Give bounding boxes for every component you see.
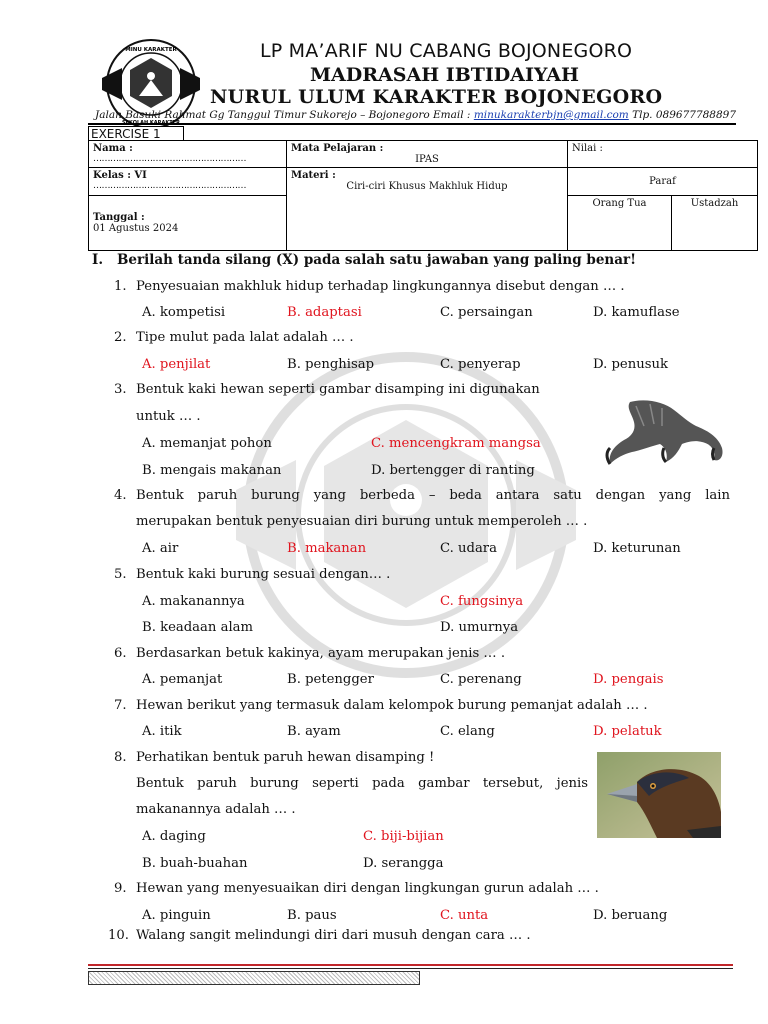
svg-text:MINU KARAKTER: MINU KARAKTER xyxy=(125,47,177,53)
q4-option-d[interactable]: D. keturunan xyxy=(593,541,681,556)
q6-option-a[interactable]: A. pemanjat xyxy=(142,672,223,687)
question-5-number: 5. xyxy=(114,567,127,582)
question-9-text: Hewan yang menyesuaikan diri dengan lingkungan gurun adalah … . xyxy=(136,881,599,896)
q1-option-d[interactable]: D. kamuflase xyxy=(593,305,680,320)
question-6-text: Berdasarkan betuk kakinya, ayam merupakan jenis … . xyxy=(136,646,506,661)
question-4-text-cont: merupakan bentuk penyesuaian diri burung untuk memperoleh … . xyxy=(136,514,588,529)
materi-value: Ciri-ciri Khusus Makhluk Hidup xyxy=(346,181,508,192)
q8-option-c[interactable]: C. biji-bijian xyxy=(363,829,444,844)
footer-rule-red xyxy=(88,964,733,966)
exercise-label: EXERCISE 1 xyxy=(88,126,184,141)
question-10-number: 10. xyxy=(108,928,129,943)
question-6-number: 6. xyxy=(114,646,127,661)
header-rule xyxy=(88,123,736,125)
email-link[interactable]: minukarakterbjn@gmail.com xyxy=(473,109,629,121)
question-8-number: 8. xyxy=(114,750,127,765)
nama-field[interactable]: ……………………………………………… xyxy=(93,154,246,164)
question-7-number: 7. xyxy=(114,698,127,713)
question-8-text: Perhatikan bentuk paruh hewan disamping ! xyxy=(136,750,435,765)
mapel-label: Mata Pelajaran : xyxy=(291,143,384,154)
q7-option-c[interactable]: C. elang xyxy=(440,724,495,739)
q1-option-b[interactable]: B. adaptasi xyxy=(287,305,362,320)
q3-option-b[interactable]: B. mengais makanan xyxy=(142,463,282,478)
ustadzah-label: Ustadzah xyxy=(690,198,739,209)
q5-option-d[interactable]: D. umurnya xyxy=(440,620,519,635)
address-text: Jalan Basuki Rahmat Gg Tanggul Timur Sukorejo – Bojonegoro Email : xyxy=(95,109,474,121)
footer-rule-black xyxy=(88,968,733,969)
q9-option-d[interactable]: D. beruang xyxy=(593,908,668,923)
question-8-text-cont2: makanannya adalah … . xyxy=(136,802,296,817)
footer-pattern xyxy=(88,971,420,985)
q3-option-c[interactable]: C. mencengkram mangsa xyxy=(371,436,541,451)
school-name-line1: MADRASAH IBTIDAIYAH xyxy=(310,64,579,86)
q3-option-a[interactable]: A. memanjat pohon xyxy=(142,436,272,451)
q5-option-a[interactable]: A. makanannya xyxy=(142,594,245,609)
q2-option-d[interactable]: D. penusuk xyxy=(593,357,668,372)
q8-option-b[interactable]: B. buah-buahan xyxy=(142,856,248,871)
question-10-text: Walang sangit melindungi diri dari musuh dengan cara … . xyxy=(136,928,531,943)
phone-text: Tlp. 089677788897 xyxy=(628,109,737,121)
paraf-label: Paraf xyxy=(649,176,676,187)
section-instruction: Berilah tanda silang (X) pada salah satu jawaban yang paling benar! xyxy=(117,252,637,268)
question-1-number: 1. xyxy=(114,279,127,294)
q7-option-b[interactable]: B. ayam xyxy=(287,724,341,739)
question-5-text: Bentuk kaki burung sesuai dengan… . xyxy=(136,567,391,582)
q5-option-b[interactable]: B. keadaan alam xyxy=(142,620,254,635)
nilai-cell xyxy=(568,141,758,168)
question-3-number: 3. xyxy=(114,382,127,397)
question-7-text: Hewan berikut yang termasuk dalam kelompok burung pemanjat adalah … . xyxy=(136,698,648,713)
paraf-cell xyxy=(568,168,758,196)
q2-option-a[interactable]: A. penjilat xyxy=(142,357,211,372)
question-3-text-cont: untuk … . xyxy=(136,409,201,424)
q5-option-c[interactable]: C. fungsinya xyxy=(440,594,524,609)
mapel-cell xyxy=(287,141,568,168)
orang-tua-cell xyxy=(568,196,672,251)
section-number: I. xyxy=(92,252,104,268)
question-9-number: 9. xyxy=(114,881,127,896)
question-8-text-cont: Bentuk paruh burung seperti pada gambar tersebut, jenis xyxy=(136,776,588,791)
question-2-number: 2. xyxy=(114,330,127,345)
orang-tua-label: Orang Tua xyxy=(592,198,647,209)
kelas-label: Kelas : VI xyxy=(93,170,147,181)
claw-image xyxy=(602,396,730,468)
question-1-text: Penyesuaian makhluk hidup terhadap lingkungannya disebut dengan … . xyxy=(136,279,625,294)
tanggal-label: Tanggal : xyxy=(93,212,145,223)
q9-option-b[interactable]: B. paus xyxy=(287,908,337,923)
materi-cell xyxy=(287,168,568,251)
q7-option-a[interactable]: A. itik xyxy=(142,724,182,739)
q9-option-c[interactable]: C. unta xyxy=(440,908,489,923)
q9-option-a[interactable]: A. pinguin xyxy=(142,908,211,923)
q4-option-b[interactable]: B. makanan xyxy=(287,541,367,556)
q3-option-d[interactable]: D. bertengger di ranting xyxy=(371,463,535,478)
q1-option-a[interactable]: A. kompetisi xyxy=(142,305,226,320)
q8-option-d[interactable]: D. serangga xyxy=(363,856,444,871)
tanggal-value: 01 Agustus 2024 xyxy=(93,223,179,234)
question-3-text: Bentuk kaki hewan seperti gambar disamping ini digunakan xyxy=(136,382,540,397)
bird-image xyxy=(597,752,721,838)
kelas-field[interactable]: ……………………………………………… xyxy=(93,181,246,191)
tanggal-cell xyxy=(89,196,287,251)
nilai-label: Nilai : xyxy=(572,143,603,154)
org-name: LP MA’ARIF NU CABANG BOJONEGORO xyxy=(260,40,633,62)
ustadzah-cell xyxy=(672,196,758,251)
school-address xyxy=(95,109,736,121)
q2-option-b[interactable]: B. penghisap xyxy=(287,357,375,372)
q6-option-d[interactable]: D. pengais xyxy=(593,672,664,687)
materi-label: Materi : xyxy=(291,170,336,181)
q4-option-a[interactable]: A. air xyxy=(142,541,179,556)
q7-option-d[interactable]: D. pelatuk xyxy=(593,724,662,739)
nama-label: Nama : xyxy=(93,143,133,154)
question-4-text: Bentuk paruh burung yang berbeda – beda antara satu dengan yang lain xyxy=(136,488,730,503)
q6-option-c[interactable]: C. perenang xyxy=(440,672,522,687)
mapel-value: IPAS xyxy=(415,154,439,165)
q8-option-a[interactable]: A. daging xyxy=(142,829,206,844)
q2-option-c[interactable]: C. penyerap xyxy=(440,357,521,372)
q1-option-c[interactable]: C. persaingan xyxy=(440,305,533,320)
question-4-number: 4. xyxy=(114,488,127,503)
kelas-cell xyxy=(89,168,287,196)
question-2-text: Tipe mulut pada lalat adalah … . xyxy=(136,330,354,345)
nama-cell xyxy=(89,141,287,168)
student-info-table xyxy=(88,140,758,251)
q6-option-b[interactable]: B. petengger xyxy=(287,672,374,687)
q4-option-c[interactable]: C. udara xyxy=(440,541,497,556)
school-name-line2: NURUL ULUM KARAKTER BOJONEGORO xyxy=(210,86,663,108)
